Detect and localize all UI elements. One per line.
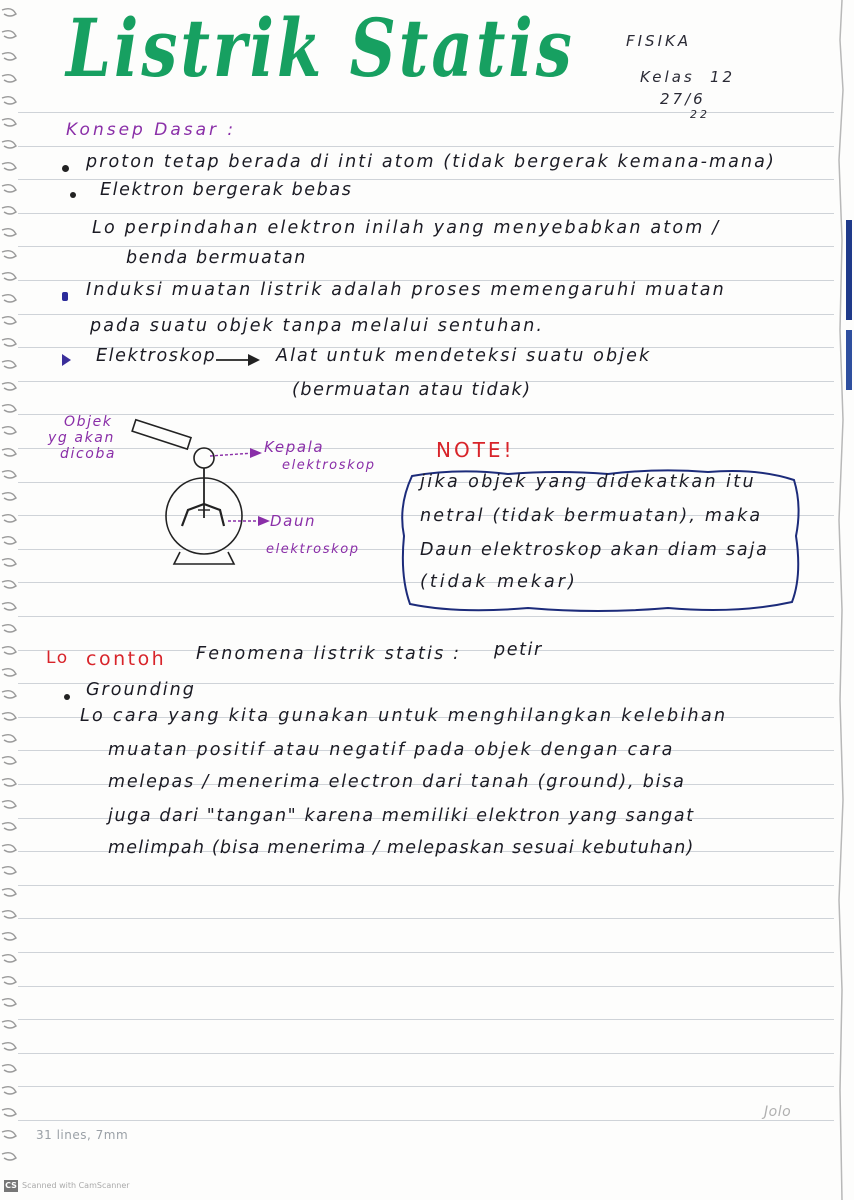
spiral-ring xyxy=(2,911,16,918)
note-line-6: pada suatu objek tanpa melalui sentuhan. xyxy=(90,316,545,336)
spiral-ring xyxy=(2,691,16,698)
spiral-ring xyxy=(2,867,16,874)
bullet-point xyxy=(62,292,68,301)
spiral-ring xyxy=(2,31,16,38)
spiral-ring xyxy=(2,757,16,764)
ruled-line xyxy=(18,952,834,953)
spiral-ring xyxy=(2,603,16,610)
spiral-ring xyxy=(2,405,16,412)
ruled-line xyxy=(18,1019,834,1020)
bullet-point xyxy=(64,694,70,700)
spiral-ring xyxy=(2,559,16,566)
ruled-line xyxy=(18,986,834,987)
note-line-4: benda bermuatan xyxy=(126,248,307,268)
spiral-ring xyxy=(2,97,16,104)
ruled-line xyxy=(18,112,834,113)
date-day-month: 27/6 xyxy=(660,90,706,108)
spiral-binding xyxy=(0,0,20,1200)
spiral-ring xyxy=(2,339,16,346)
bullet-point xyxy=(70,192,76,198)
ruled-line xyxy=(18,616,834,617)
spiral-ring xyxy=(2,119,16,126)
spiral-ring xyxy=(2,845,16,852)
spiral-ring xyxy=(2,625,16,632)
object-label-1: Objek xyxy=(64,414,113,430)
grounding-line-5: melimpah (bisa menerima / melepaskan sesuai kebutuhan) xyxy=(108,838,695,858)
spiral-ring xyxy=(2,581,16,588)
note-line-7b: Alat untuk mendeteksi suatu objek xyxy=(276,346,652,366)
camscanner-logo: CS xyxy=(5,1181,17,1190)
spiral-ring xyxy=(2,1043,16,1050)
note-line-1: proton tetap berada di inti atom (tidak bergerak kemana-mana) xyxy=(86,152,776,172)
note-line-3: Lo perpindahan elektron inilah yang menyebabkan atom / xyxy=(92,218,721,238)
spiral-ring xyxy=(2,735,16,742)
ruled-line xyxy=(18,314,834,315)
daun-label-1: Daun xyxy=(270,512,317,530)
spiral-ring xyxy=(2,185,16,192)
note-line-5: Induksi muatan listrik adalah proses memengaruhi muatan xyxy=(86,280,726,300)
spiral-ring xyxy=(2,273,16,280)
ruled-line xyxy=(18,1053,834,1054)
spiral-ring xyxy=(2,471,16,478)
note-line-2: netral (tidak bermuatan), maka xyxy=(420,506,763,526)
spiral-ring xyxy=(2,141,16,148)
example-text: Fenomena listrik statis : xyxy=(196,644,462,664)
triangle-bullet-icon xyxy=(62,354,71,366)
grounding-line-3: melepas / menerima electron dari tanah (ground), bisa xyxy=(108,772,686,792)
spiral-ring xyxy=(2,977,16,984)
class-number: 12 xyxy=(710,68,736,86)
spiral-ring xyxy=(2,1153,16,1160)
spiral-ring xyxy=(2,207,16,214)
subject-label: FISIKA xyxy=(626,32,692,50)
spiral-ring xyxy=(2,1065,16,1072)
date-year: 22 xyxy=(690,108,710,121)
ruled-line xyxy=(18,1120,834,1121)
ruled-line xyxy=(18,146,834,147)
spiral-ring xyxy=(2,9,16,16)
paper-brand-mark: Jolo xyxy=(764,1104,792,1120)
spiral-ring xyxy=(2,647,16,654)
spiral-ring xyxy=(2,955,16,962)
note-line-3: Daun elektroskop akan diam saja xyxy=(420,540,769,560)
spiral-ring xyxy=(2,537,16,544)
spiral-ring xyxy=(2,1109,16,1116)
note-line-4: (tidak mekar) xyxy=(420,572,578,592)
example-prefix: Lo xyxy=(46,648,69,668)
arrow-right-icon xyxy=(214,352,264,368)
spiral-ring xyxy=(2,779,16,786)
bullet-point xyxy=(62,165,69,172)
example-answer: petir xyxy=(494,640,543,660)
note-line-8: (bermuatan atau tidak) xyxy=(292,380,532,400)
spiral-ring xyxy=(2,889,16,896)
spiral-ring xyxy=(2,427,16,434)
spiral-ring xyxy=(2,163,16,170)
grounding-line-4: juga dari "tangan" karena memiliki elektron yang sangat xyxy=(108,806,695,826)
spiral-ring xyxy=(2,823,16,830)
spiral-ring xyxy=(2,999,16,1006)
spiral-ring xyxy=(2,361,16,368)
arrow-right-icon xyxy=(226,512,272,530)
kepala-label-1: Kepala xyxy=(264,438,325,456)
spiral-ring xyxy=(2,669,16,676)
ruled-line xyxy=(18,414,834,415)
section-heading: Konsep Dasar : xyxy=(66,120,237,140)
note-line-1: jika objek yang didekatkan itu xyxy=(420,472,757,492)
daun-label-2: elektroskop xyxy=(266,542,360,557)
spiral-ring xyxy=(2,383,16,390)
spiral-ring xyxy=(2,515,16,522)
spiral-ring xyxy=(2,229,16,236)
electroscope-diagram xyxy=(120,418,260,578)
spiral-ring xyxy=(2,1021,16,1028)
spiral-ring xyxy=(2,53,16,60)
kepala-label-2: elektroskop xyxy=(282,458,376,473)
paper-ruling-label: 31 lines, 7mm xyxy=(36,1128,129,1142)
note-line-7a: Elektroskop xyxy=(96,346,217,366)
page-title: Listrik Statis xyxy=(66,2,575,96)
spiral-ring xyxy=(2,251,16,258)
grounding-line-2: muatan positif atau negatif pada objek dengan cara xyxy=(108,740,675,760)
spiral-ring xyxy=(2,317,16,324)
spiral-ring xyxy=(2,933,16,940)
ruled-line xyxy=(18,918,834,919)
spiral-ring xyxy=(2,493,16,500)
note-line-2: Elektron bergerak bebas xyxy=(100,180,353,200)
grounding-heading: Grounding xyxy=(86,680,196,700)
object-label-2: yg akan xyxy=(48,430,115,446)
spiral-ring xyxy=(2,449,16,456)
spiral-ring xyxy=(2,295,16,302)
note-title: NOTE! xyxy=(436,438,515,462)
spiral-ring xyxy=(2,1131,16,1138)
ruled-line xyxy=(18,246,834,247)
page-edge xyxy=(828,0,854,1200)
ruled-line xyxy=(18,213,834,214)
ruled-line xyxy=(18,885,834,886)
spiral-ring xyxy=(2,75,16,82)
spiral-ring xyxy=(2,801,16,808)
spiral-ring xyxy=(2,1087,16,1094)
scanner-watermark: Scanned with CamScanner xyxy=(22,1181,130,1190)
arrow-right-icon xyxy=(208,446,264,464)
spiral-ring xyxy=(2,713,16,720)
ruled-line xyxy=(18,1086,834,1087)
class-label: Kelas xyxy=(640,68,695,86)
object-label-3: dicoba xyxy=(60,446,117,462)
example-label: contoh xyxy=(86,648,167,670)
grounding-line-1: Lo cara yang kita gunakan untuk menghilangkan kelebihan xyxy=(80,706,728,726)
